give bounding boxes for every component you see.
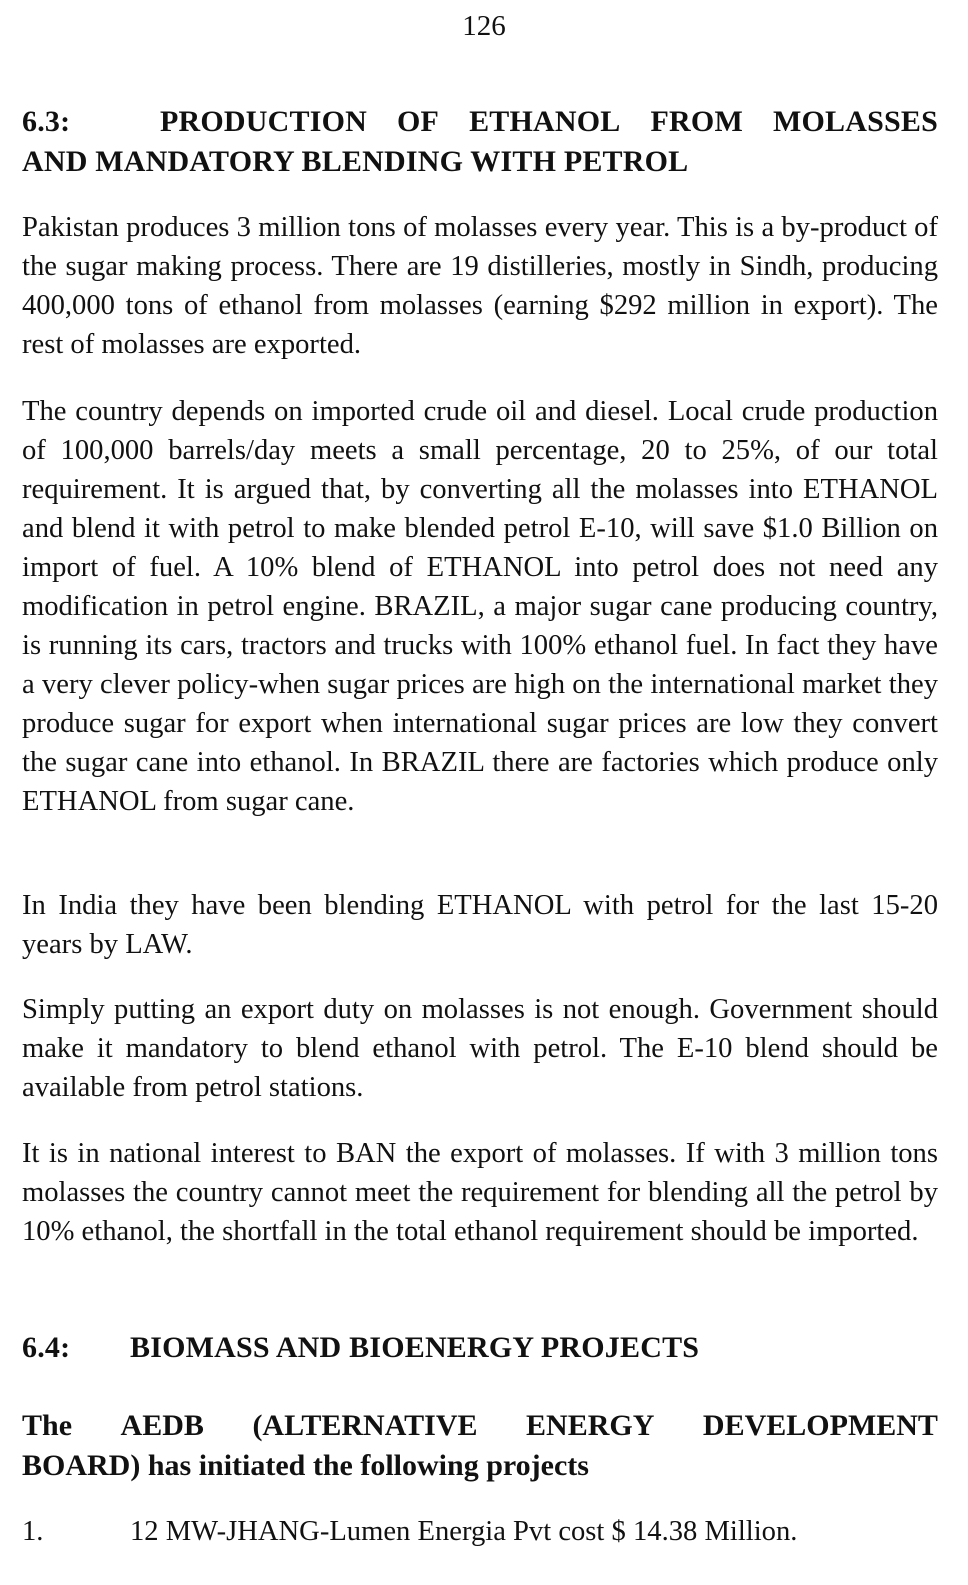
aedb-word: ENERGY	[526, 1409, 655, 1442]
project-text: 12 MW-JHANG-Lumen Energia Pvt cost $ 14.38 Million.	[130, 1516, 798, 1547]
heading-word: ETHANOL	[469, 105, 621, 138]
section-6-3-heading-line2: AND MANDATORY BLENDING WITH PETROL	[22, 145, 689, 178]
section-6-4-title: BIOMASS AND BIOENERGY PROJECTS	[130, 1331, 700, 1364]
section-6-3-number: 6.3:	[22, 105, 71, 138]
aedb-word: DEVELOPMENT	[702, 1409, 938, 1442]
heading-word: PRODUCTION	[160, 105, 368, 138]
section-6-4-heading	[22, 1328, 938, 1368]
aedb-word: The	[22, 1409, 73, 1442]
heading-word: MOLASSES	[772, 105, 938, 138]
aedb-intro-line2: BOARD) has initiated the following projects	[22, 1449, 589, 1482]
section-6-4-number: 6.4:	[22, 1331, 71, 1364]
paragraph-ban-export: It is in national interest to BAN the export of molasses. If with 3 million tons molasses the country cannot meet the requirement for blending all the petrol by 10% ethanol, the shortfall in the total ethanol requirement should be imported.	[22, 1138, 938, 1247]
project-list-item	[22, 1512, 938, 1552]
aedb-intro-line1	[22, 1406, 938, 1446]
aedb-word: AEDB	[120, 1409, 204, 1442]
heading-word: OF	[397, 105, 440, 138]
heading-word: FROM	[650, 105, 743, 138]
project-number: 1.	[22, 1516, 44, 1547]
section-6-3-heading	[22, 102, 938, 182]
paragraph-crude-oil-dependence: The country depends on imported crude oil and diesel. Local crude production of 100,000 barrels/day meets a small percentage, 20 to 25%, of our total requirement. It is argued that, by converting all the molasses into ETHANOL and blend it with petrol to make blended petrol E-10, will save $1.0 Billion on import of fuel. A 10% blend of ETHANOL into petrol does not need any modification in petrol engine. BRAZIL, a major sugar cane producing country, is running its cars, tractors and trucks with 100% ethanol fuel. In fact they have a very clever policy-when sugar prices are high on the international market they produce sugar for export when international sugar prices are low they convert the sugar cane into ethanol. In BRAZIL there are factories which produce only ETHANOL from sugar cane.	[22, 396, 938, 817]
page-number: 126	[462, 10, 506, 42]
section-6-3-heading-line1	[22, 102, 938, 142]
paragraph-molasses-production: Pakistan produces 3 million tons of molasses every year. This is a by-product of the sugar making process. There are 19 distilleries, mostly in Sindh, producing 400,000 tons of ethanol from molasses (earning $292 million in export). The rest of molasses are exported.	[22, 212, 938, 360]
paragraph-export-duty: Simply putting an export duty on molasses is not enough. Government should make it mandatory to blend ethanol with petrol. The E-10 blend should be available from petrol stations.	[22, 994, 938, 1103]
aedb-word: (ALTERNATIVE	[252, 1409, 478, 1442]
aedb-intro	[22, 1406, 938, 1486]
paragraph-india-blending: In India they have been blending ETHANOL with petrol for the last 15-20 years by LAW.	[22, 890, 938, 960]
